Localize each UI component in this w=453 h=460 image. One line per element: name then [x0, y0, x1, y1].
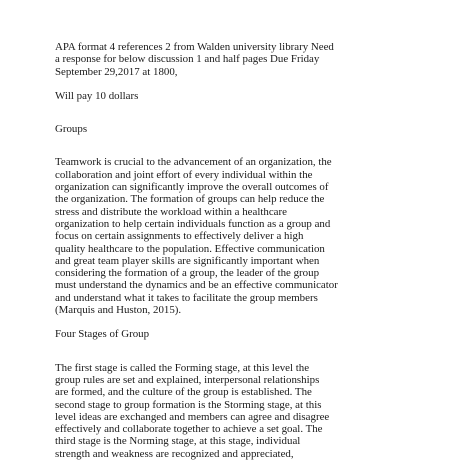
paragraph-line: are formed, and the culture of the group is established. The [55, 386, 312, 399]
header-line: September 29,2017 at 1800, [55, 65, 178, 78]
paragraph-line: organization can significantly improve the overall outcomes of [55, 181, 329, 194]
paragraph-line: Teamwork is crucial to the advancement of an organization, the [55, 156, 332, 169]
paragraph-line: third stage is the Norming stage, at this stage, individual [55, 435, 301, 448]
paragraph-line: and great team player skills are significantly important when [55, 254, 320, 267]
paragraph-line: must understand the dynamics and be an effective communicator [55, 279, 338, 292]
subheading-text: Four Stages of Group [55, 328, 150, 341]
paragraph-line: (Marquis and Huston, 2015). [55, 304, 182, 317]
paragraph-line: collaboration and joint effort of every individual within the [55, 168, 313, 181]
teamwork-paragraph [55, 156, 435, 316]
paragraph-line: and understand what it takes to facilitate the group members [55, 291, 318, 304]
paragraph-line: the organization. The formation of groups can help reduce the [55, 193, 325, 206]
paragraph-line: group rules are set and explained, interpersonal relationships [55, 373, 320, 386]
header-line: APA format 4 references 2 from Walden university library Need [55, 41, 334, 53]
paragraph-line: stress and distribute the workload within a healthcare [55, 205, 287, 218]
paragraph-line: The first stage is called the Forming stage, at this level the [55, 361, 310, 374]
paragraph-line: considering the formation of a group, the leader of the group [55, 267, 320, 280]
header-line: a response for below discussion 1 and half pages Due Friday [55, 53, 320, 66]
payment-note-text: Will pay 10 dollars [55, 89, 139, 102]
request-header [55, 41, 435, 78]
paragraph-line: level ideas are exchanged and members can agree and disagree [55, 410, 330, 423]
stages-paragraph [55, 362, 435, 460]
document-page [55, 41, 435, 460]
paragraph-line: quality healthcare to the population. Effective communication [55, 242, 325, 255]
paragraph-line: strength and weakness are recognized and appreciated, [55, 447, 294, 460]
paragraph-line: organization to help certain individuals function as a group and [55, 217, 331, 230]
paragraph-line: focus on certain assignments to effectively deliver a high [55, 230, 304, 243]
subheading [55, 328, 435, 340]
payment-note [55, 90, 435, 102]
paragraph-line: second stage to group formation is the Storming stage, at this [55, 398, 322, 411]
section-heading [55, 123, 435, 135]
section-heading-text: Groups [55, 123, 88, 136]
paragraph-line: effectively and collaborate together to achieve a set goal. The [55, 423, 323, 436]
